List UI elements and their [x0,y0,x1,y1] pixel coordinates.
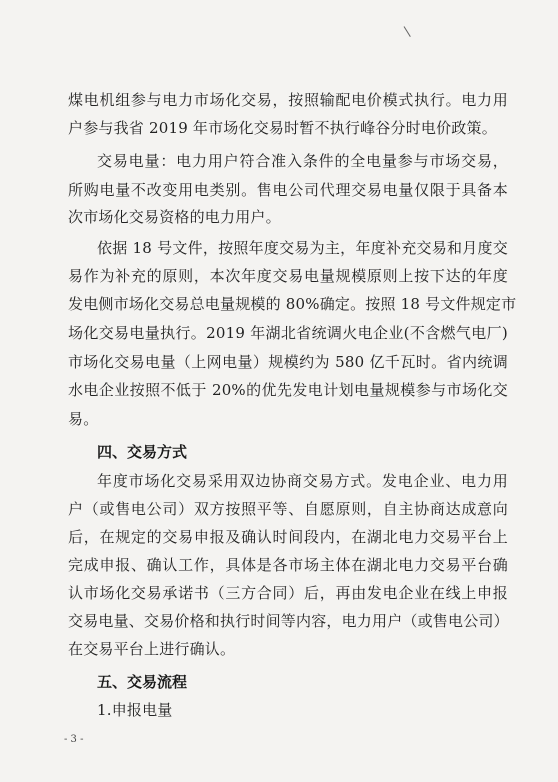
paragraph-line: 户（或售电公司）双方按照平等、自愿原则，自主协商达成意向 [68,500,508,518]
section-heading-4: 四、交易方式 [97,443,188,461]
paragraph-line: 发电侧市场化交易总电量规模的 80%确定。按照 18 号文件规定市 [68,295,517,313]
paragraph-line: 认市场化交易承诺书（三方合同）后，再由发电企业在线上申报 [68,584,508,602]
paragraph-line: 在交易平台上进行确认。 [68,640,236,658]
paragraph-line: 交易电量、交易价格和执行时间等内容，电力用户（或售电公司） [68,612,509,630]
paragraph-line: 煤电机组参与电力市场化交易，按照输配电价模式执行。电力用 [68,91,508,109]
paragraph-line: 易作为补充的原则，本次年度交易电量规模原则上按下达的年度 [68,267,508,285]
paragraph-line: 依据 18 号文件，按照年度交易为主，年度补充交易和月度交 [97,239,508,257]
pen-mark [404,26,411,37]
paragraph-line: 市场化交易电量（上网电量）规模约为 580 亿千瓦时。省内统调 [68,353,508,371]
paragraph-line: 完成申报、确认工作，具体是各市场主体在湖北电力交易平台确 [68,556,508,574]
paragraph-line: 易。 [68,410,99,428]
paragraph-line: 场化交易电量执行。2019 年湖北省统调火电企业(不含燃气电厂) [68,324,508,342]
paragraph-line: 水电企业按照不低于 20%的优先发电计划电量规模参与市场化交 [68,381,508,399]
paragraph-line: 次市场化交易资格的电力用户。 [68,208,281,226]
paragraph-line: 所购电量不改变用电类别。售电公司代理交易电量仅限于具备本 [68,181,508,199]
subsection-title: 1.申报电量 [97,701,173,719]
paragraph-line: 后，在规定的交易申报及确认时间段内，在湖北电力交易平台上 [68,528,508,546]
paragraph-line: 户参与我省 2019 年市场化交易时暂不执行峰谷分时电价政策。 [68,119,497,137]
section-heading-5: 五、交易流程 [97,673,188,691]
page-number: - 3 - [64,734,84,745]
paragraph-line: 年度市场化交易采用双边协商交易方式。发电企业、电力用 [97,472,508,490]
paragraph-line: 交易电量：电力用户符合准入条件的全电量参与市场交易， [97,152,508,170]
